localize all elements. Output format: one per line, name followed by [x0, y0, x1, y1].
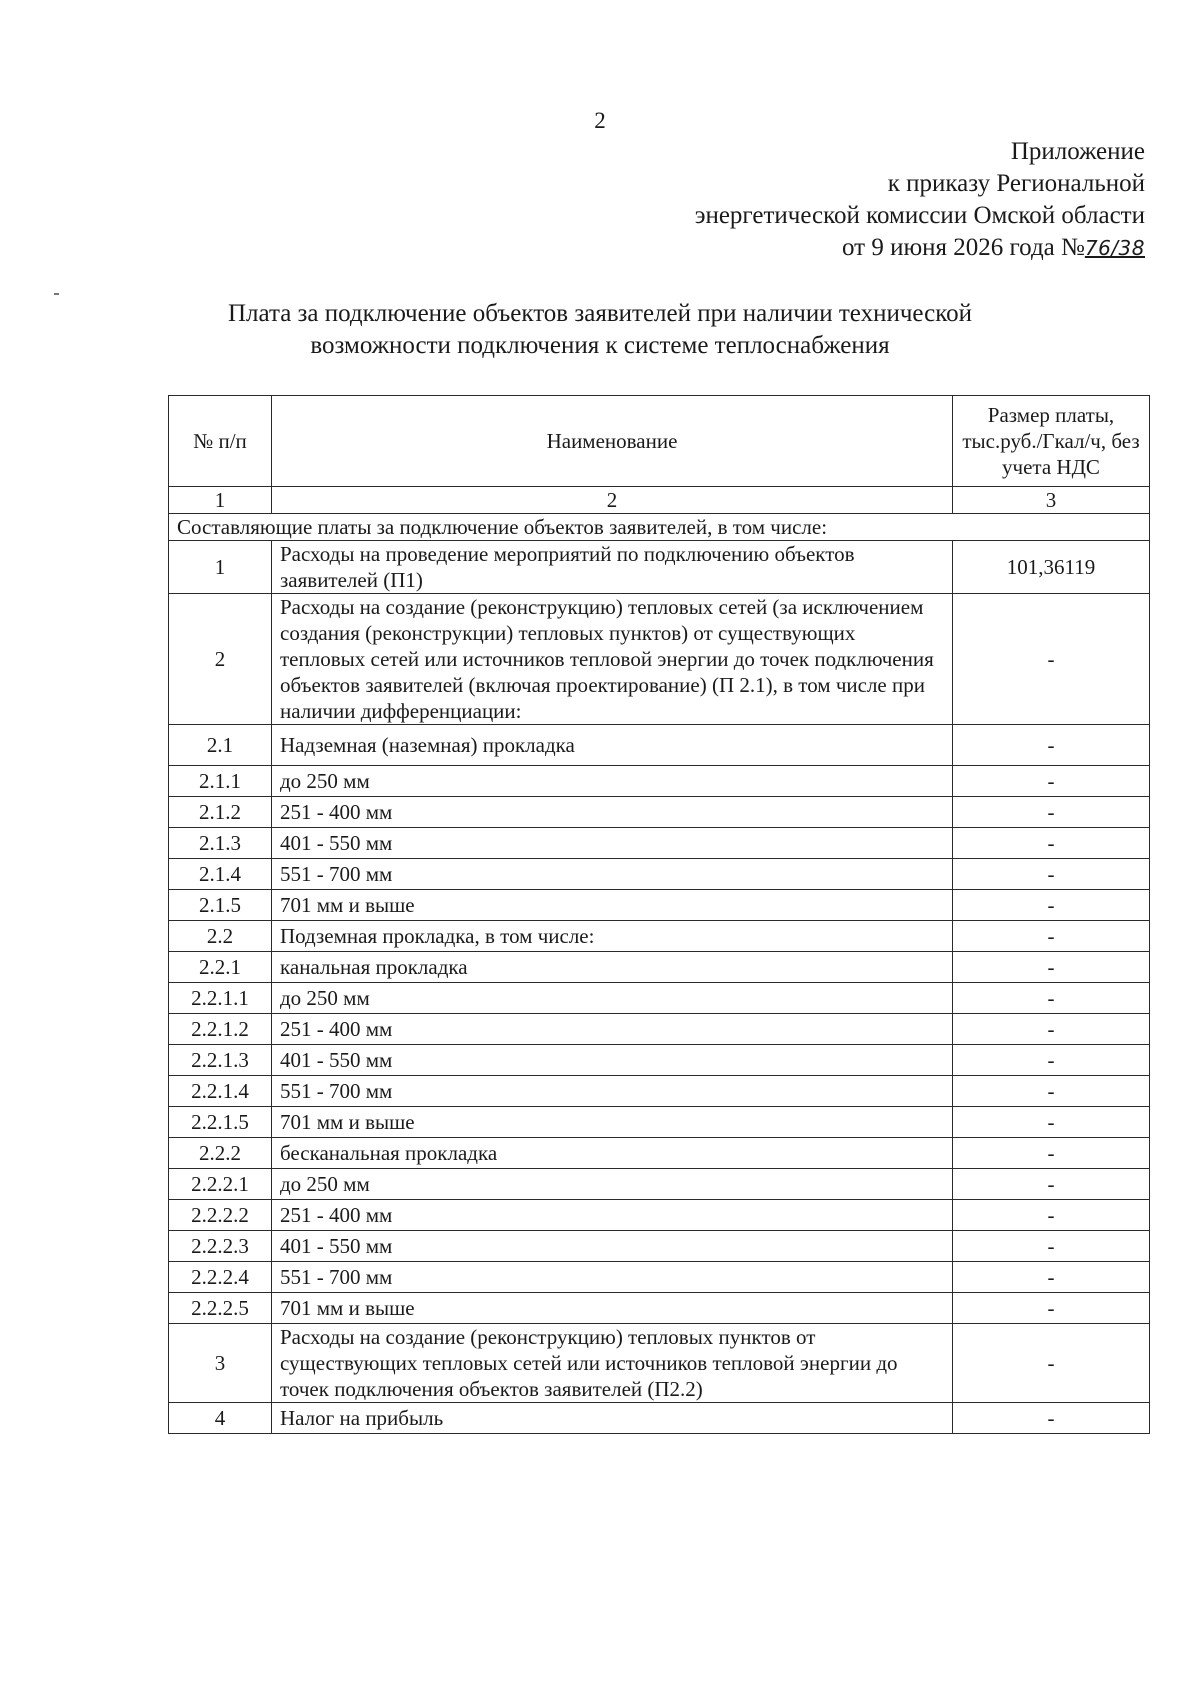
row-name: Расходы на создание (реконструкцию) тепловых пунктов от существующих тепловых сетей или источников тепловой энергии до точек подключения объектов заявителей (П2.2)	[272, 1324, 953, 1403]
table-row	[169, 1262, 1150, 1293]
row-name: Расходы на проведение мероприятий по подключению объектов заявителей (П1)	[272, 541, 953, 594]
row-number: 2.2.2.4	[169, 1262, 272, 1293]
table-row	[169, 541, 1150, 594]
row-value: -	[953, 1107, 1150, 1138]
appendix-date: от 9 июня 2026 года №	[842, 234, 1085, 261]
table-row	[169, 983, 1150, 1014]
row-number: 2.2.2.2	[169, 1200, 272, 1231]
row-name: до 250 мм	[272, 983, 953, 1014]
row-value: -	[953, 1293, 1150, 1324]
row-value: -	[953, 797, 1150, 828]
row-name: 551 - 700 мм	[272, 859, 953, 890]
row-number: 2.1.5	[169, 890, 272, 921]
column-number: 3	[953, 487, 1150, 514]
row-value: -	[953, 766, 1150, 797]
fee-table	[168, 395, 1150, 1434]
row-number: 2.1	[169, 725, 272, 766]
row-name: Подземная прокладка, в том числе:	[272, 921, 953, 952]
table-header-row	[169, 396, 1150, 487]
table-row	[169, 1324, 1150, 1403]
row-name: до 250 мм	[272, 766, 953, 797]
table-row	[169, 859, 1150, 890]
row-value: -	[953, 983, 1150, 1014]
row-value: -	[953, 1138, 1150, 1169]
scan-artifact	[54, 293, 59, 295]
row-name: 251 - 400 мм	[272, 1200, 953, 1231]
row-value: -	[953, 890, 1150, 921]
row-number: 3	[169, 1324, 272, 1403]
page-number: 2	[594, 108, 606, 133]
row-number: 4	[169, 1403, 272, 1434]
row-number: 2.2.1.3	[169, 1045, 272, 1076]
row-name: 701 мм и выше	[272, 1293, 953, 1324]
row-value: -	[953, 1169, 1150, 1200]
title-line-2: возможности подключения к системе теплоснабжения	[310, 332, 890, 359]
row-number: 2.2.2.5	[169, 1293, 272, 1324]
row-name: канальная прокладка	[272, 952, 953, 983]
row-value: 101,36119	[953, 541, 1150, 594]
table-row	[169, 1293, 1150, 1324]
row-name: 551 - 700 мм	[272, 1076, 953, 1107]
table-row	[169, 1403, 1150, 1434]
row-name: Расходы на создание (реконструкцию) тепловых сетей (за исключением создания (реконструкции) тепловых пунктов) от существующих тепловых сетей или источников тепловой энергии до точек подключения объектов заявителей (включая проектирование) (П 2.1), в том числе при наличии дифференциации:	[272, 594, 953, 725]
document-title	[0, 298, 1200, 362]
row-value: -	[953, 952, 1150, 983]
table-row	[169, 766, 1150, 797]
row-number: 2.2.2	[169, 1138, 272, 1169]
row-number: 2.2	[169, 921, 272, 952]
section-caption-row	[169, 514, 1150, 541]
row-value: -	[953, 1231, 1150, 1262]
title-line-1: Плата за подключение объектов заявителей при наличии технической	[228, 300, 972, 327]
row-value: -	[953, 859, 1150, 890]
header-num: № п/п	[169, 396, 272, 487]
table-row	[169, 1138, 1150, 1169]
column-number: 2	[272, 487, 953, 514]
row-value: -	[953, 1014, 1150, 1045]
row-number: 2.2.1.2	[169, 1014, 272, 1045]
row-value: -	[953, 1076, 1150, 1107]
section-caption: Составляющие платы за подключение объектов заявителей, в том числе:	[169, 514, 1150, 541]
row-number: 2.1.3	[169, 828, 272, 859]
row-number: 2.2.2.1	[169, 1169, 272, 1200]
row-name: 251 - 400 мм	[272, 797, 953, 828]
row-number: 2.2.2.3	[169, 1231, 272, 1262]
row-name: 401 - 550 мм	[272, 828, 953, 859]
row-number: 2.2.1	[169, 952, 272, 983]
row-value: -	[953, 594, 1150, 725]
row-number: 2	[169, 594, 272, 725]
table-row	[169, 1014, 1150, 1045]
appendix-header	[695, 136, 1145, 264]
row-number: 2.1.1	[169, 766, 272, 797]
table-row	[169, 1200, 1150, 1231]
row-value: -	[953, 828, 1150, 859]
row-number: 2.2.1.4	[169, 1076, 272, 1107]
row-name: 701 мм и выше	[272, 890, 953, 921]
row-value: -	[953, 1324, 1150, 1403]
row-number: 2.1.4	[169, 859, 272, 890]
row-number: 2.1.2	[169, 797, 272, 828]
row-number: 1	[169, 541, 272, 594]
header-name: Наименование	[272, 396, 953, 487]
appendix-commission: энергетической комиссии Омской области	[694, 202, 1145, 229]
table-row	[169, 828, 1150, 859]
row-value: -	[953, 1045, 1150, 1076]
row-name: 551 - 700 мм	[272, 1262, 953, 1293]
column-number-row	[169, 487, 1150, 514]
header-value: Размер платы, тыс.руб./Гкал/ч, без учета НДС	[953, 396, 1150, 487]
appendix-order-ref: к приказу Региональной	[887, 170, 1145, 197]
table-row	[169, 725, 1150, 766]
table-row	[169, 921, 1150, 952]
appendix-title: Приложение	[1010, 138, 1145, 165]
table-row	[169, 1076, 1150, 1107]
appendix-date-line	[695, 232, 1145, 264]
row-value: -	[953, 921, 1150, 952]
table-row	[169, 1231, 1150, 1262]
handwritten-order-number: 76/38	[1084, 236, 1145, 260]
row-value: -	[953, 1262, 1150, 1293]
row-name: 401 - 550 мм	[272, 1045, 953, 1076]
row-name: 251 - 400 мм	[272, 1014, 953, 1045]
row-name: Налог на прибыль	[272, 1403, 953, 1434]
row-name: бесканальная прокладка	[272, 1138, 953, 1169]
row-number: 2.2.1.5	[169, 1107, 272, 1138]
row-name: 701 мм и выше	[272, 1107, 953, 1138]
table-row	[169, 797, 1150, 828]
row-name: 401 - 550 мм	[272, 1231, 953, 1262]
row-value: -	[953, 1200, 1150, 1231]
row-name: Надземная (наземная) прокладка	[272, 725, 953, 766]
row-number: 2.2.1.1	[169, 983, 272, 1014]
table-row	[169, 952, 1150, 983]
row-name: до 250 мм	[272, 1169, 953, 1200]
row-value: -	[953, 725, 1150, 766]
table-row	[169, 594, 1150, 725]
table-row	[169, 1169, 1150, 1200]
row-value: -	[953, 1403, 1150, 1434]
table-row	[169, 890, 1150, 921]
table-row	[169, 1045, 1150, 1076]
table-row	[169, 1107, 1150, 1138]
column-number: 1	[169, 487, 272, 514]
